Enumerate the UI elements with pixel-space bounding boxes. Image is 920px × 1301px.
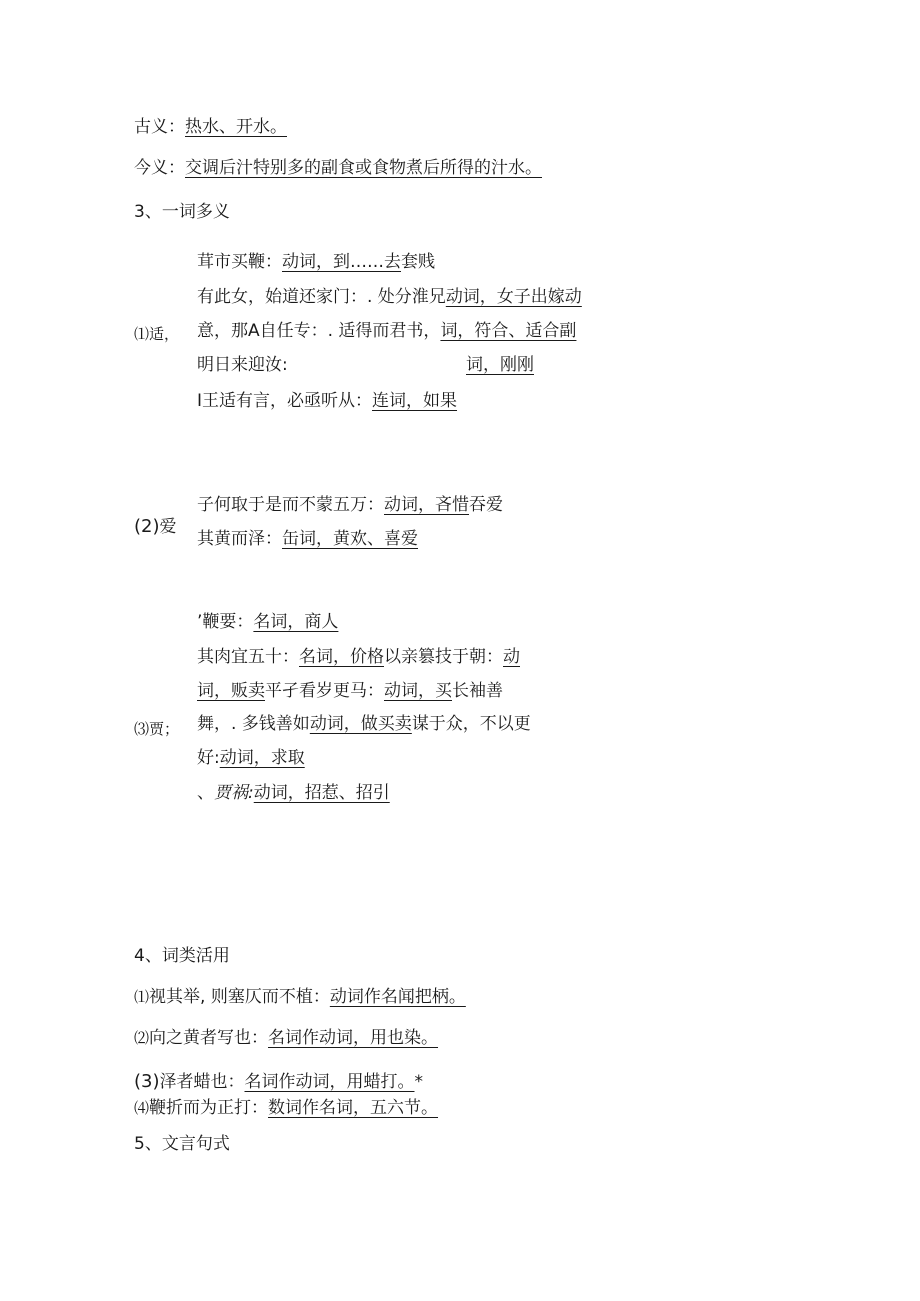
jia-2-meaning-b: 动 — [503, 647, 520, 667]
section-5-sep: 、 — [144, 1134, 162, 1154]
jia-3-meaning-b: 动词，买 — [384, 681, 452, 701]
huoyong-item-1 — [134, 986, 466, 1008]
jia-6-text: 贾祸: — [214, 783, 254, 803]
section-3-heading — [134, 201, 230, 223]
shi-line-5 — [197, 390, 457, 412]
gu-yi-text: 热水、开水。 — [185, 117, 287, 137]
jia-line-2 — [197, 646, 520, 668]
ai-label-num: (2) — [134, 516, 160, 537]
section-4-num: 4 — [134, 946, 145, 966]
huoyong-4-meaning: 数词作名词，五六节。 — [268, 1098, 439, 1118]
ai-1-text: 子何取于是而不蒙五万： — [197, 495, 384, 515]
shi-2-text: 有此女，始道还家门：. 处分淮兄 — [197, 287, 446, 307]
jia-line-4 — [197, 713, 531, 735]
shi-2-meaning: 动词，女子出嫁动 — [445, 287, 582, 307]
huoyong-item-3 — [134, 1071, 423, 1093]
jia-line-1 — [197, 611, 338, 633]
section-3-title: 一词多义 — [161, 202, 230, 222]
gu-yi-label: 古义： — [134, 117, 185, 137]
section-5-heading — [134, 1133, 230, 1155]
jia-1-meaning: 名词，商人 — [253, 612, 339, 632]
gu-yi-line — [134, 116, 287, 138]
shi-line-3 — [197, 320, 576, 342]
jia-label: ⑶贾； — [134, 720, 180, 738]
huoyong-2-meaning: 名词作动词，用也染。 — [268, 1028, 439, 1048]
section-4-title: 词类活用 — [161, 946, 230, 966]
jia-5-meaning: 动词，求取 — [219, 748, 305, 768]
shi-5-meaning: 连词，如果 — [372, 391, 458, 411]
ai-1-tail: 吞爱 — [469, 495, 503, 515]
jin-yi-label: 今义： — [134, 158, 185, 178]
jia-2-meaning: 名词，价格 — [299, 647, 384, 667]
shi-label: ⑴适， — [134, 325, 180, 343]
section-3-num: 3 — [134, 202, 145, 222]
ai-line-1 — [197, 494, 503, 516]
jia-3-tail: 长袖善 — [452, 681, 503, 701]
huoyong-3-text: 泽者蜡也： — [159, 1072, 245, 1092]
jia-4-tail: 谋于众，不以更 — [411, 714, 531, 734]
jia-line-5 — [197, 747, 305, 769]
jin-yi-line — [134, 157, 542, 179]
shi-3-text: 意，那A自任专：. 适得而君书， — [197, 321, 441, 341]
shi-line-1 — [197, 251, 435, 273]
ai-1-meaning: 动词，吝惜 — [384, 495, 469, 515]
huoyong-1-meaning: 动词作名闻把柄。 — [329, 987, 466, 1007]
section-4-sep: 、 — [144, 946, 162, 966]
section-3-sep: 、 — [144, 202, 162, 222]
huoyong-3-mark: * — [414, 1072, 423, 1092]
shi-5-text: I王适有言，必亟听从： — [197, 391, 373, 411]
huoyong-item-2 — [134, 1027, 438, 1049]
huoyong-4-label: ⑷ — [134, 1099, 150, 1117]
jia-2-text: 其肉宜五十： — [197, 647, 299, 667]
shi-4-text: 明日来迎汝: — [197, 355, 288, 375]
shi-line-2 — [197, 286, 582, 308]
shi-1-tail: 套贱 — [401, 252, 435, 272]
jia-line-3 — [197, 680, 503, 702]
huoyong-4-text: 鞭折而为正打： — [149, 1098, 269, 1118]
jia-4-text: 舞，. 多钱善如 — [197, 714, 310, 734]
section-4-heading — [134, 945, 230, 967]
jia-5-text: 好: — [197, 748, 220, 768]
shi-1-meaning: 动词，到……去 — [282, 252, 401, 272]
jia-6-dash: 、 — [197, 783, 214, 803]
huoyong-item-4 — [134, 1097, 438, 1119]
section-5-num: 5 — [134, 1134, 145, 1154]
ai-label-char: 爱 — [159, 517, 177, 537]
jia-3-text: 平孑看岁更马： — [265, 681, 384, 701]
huoyong-2-label: ⑵ — [134, 1029, 150, 1047]
jia-line-6 — [197, 782, 390, 804]
jia-4-meaning: 动词，做买卖 — [309, 714, 412, 734]
shi-4-meaning: 词，刚刚 — [466, 355, 534, 375]
jia-6-meaning: 动词，招惹、招引 — [253, 783, 390, 803]
huoyong-3-label: (3) — [134, 1071, 160, 1092]
section-5-title: 文言句式 — [161, 1134, 230, 1154]
huoyong-3-meaning: 名词作动词，用蜡打。 — [244, 1072, 415, 1092]
jia-2-text-b: 以亲篡技于朝： — [384, 647, 503, 667]
jia-3-meaning: 词，贩卖 — [197, 681, 265, 701]
ai-2-text: 其黄而泽： — [197, 529, 282, 549]
shi-line-4-meaning-wrap — [466, 354, 534, 376]
jin-yi-text: 交调后汁特别多的副食或食物煮后所得的汁水。 — [185, 158, 542, 178]
shi-1-text: 茸市买鞭： — [197, 252, 282, 272]
shi-3-meaning: 词，符合、适合副 — [440, 321, 577, 341]
jia-1-text: ’鞭要： — [197, 612, 254, 632]
huoyong-2-text: 向之黄者写也： — [149, 1028, 269, 1048]
huoyong-1-text: 视其举, 则塞仄而不植： — [149, 987, 330, 1007]
ai-label — [134, 516, 177, 538]
ai-2-meaning: 缶词，黄欢、喜爱 — [282, 529, 418, 549]
ai-line-2 — [197, 528, 418, 550]
huoyong-1-label: ⑴ — [134, 988, 150, 1006]
shi-line-4 — [197, 354, 288, 376]
